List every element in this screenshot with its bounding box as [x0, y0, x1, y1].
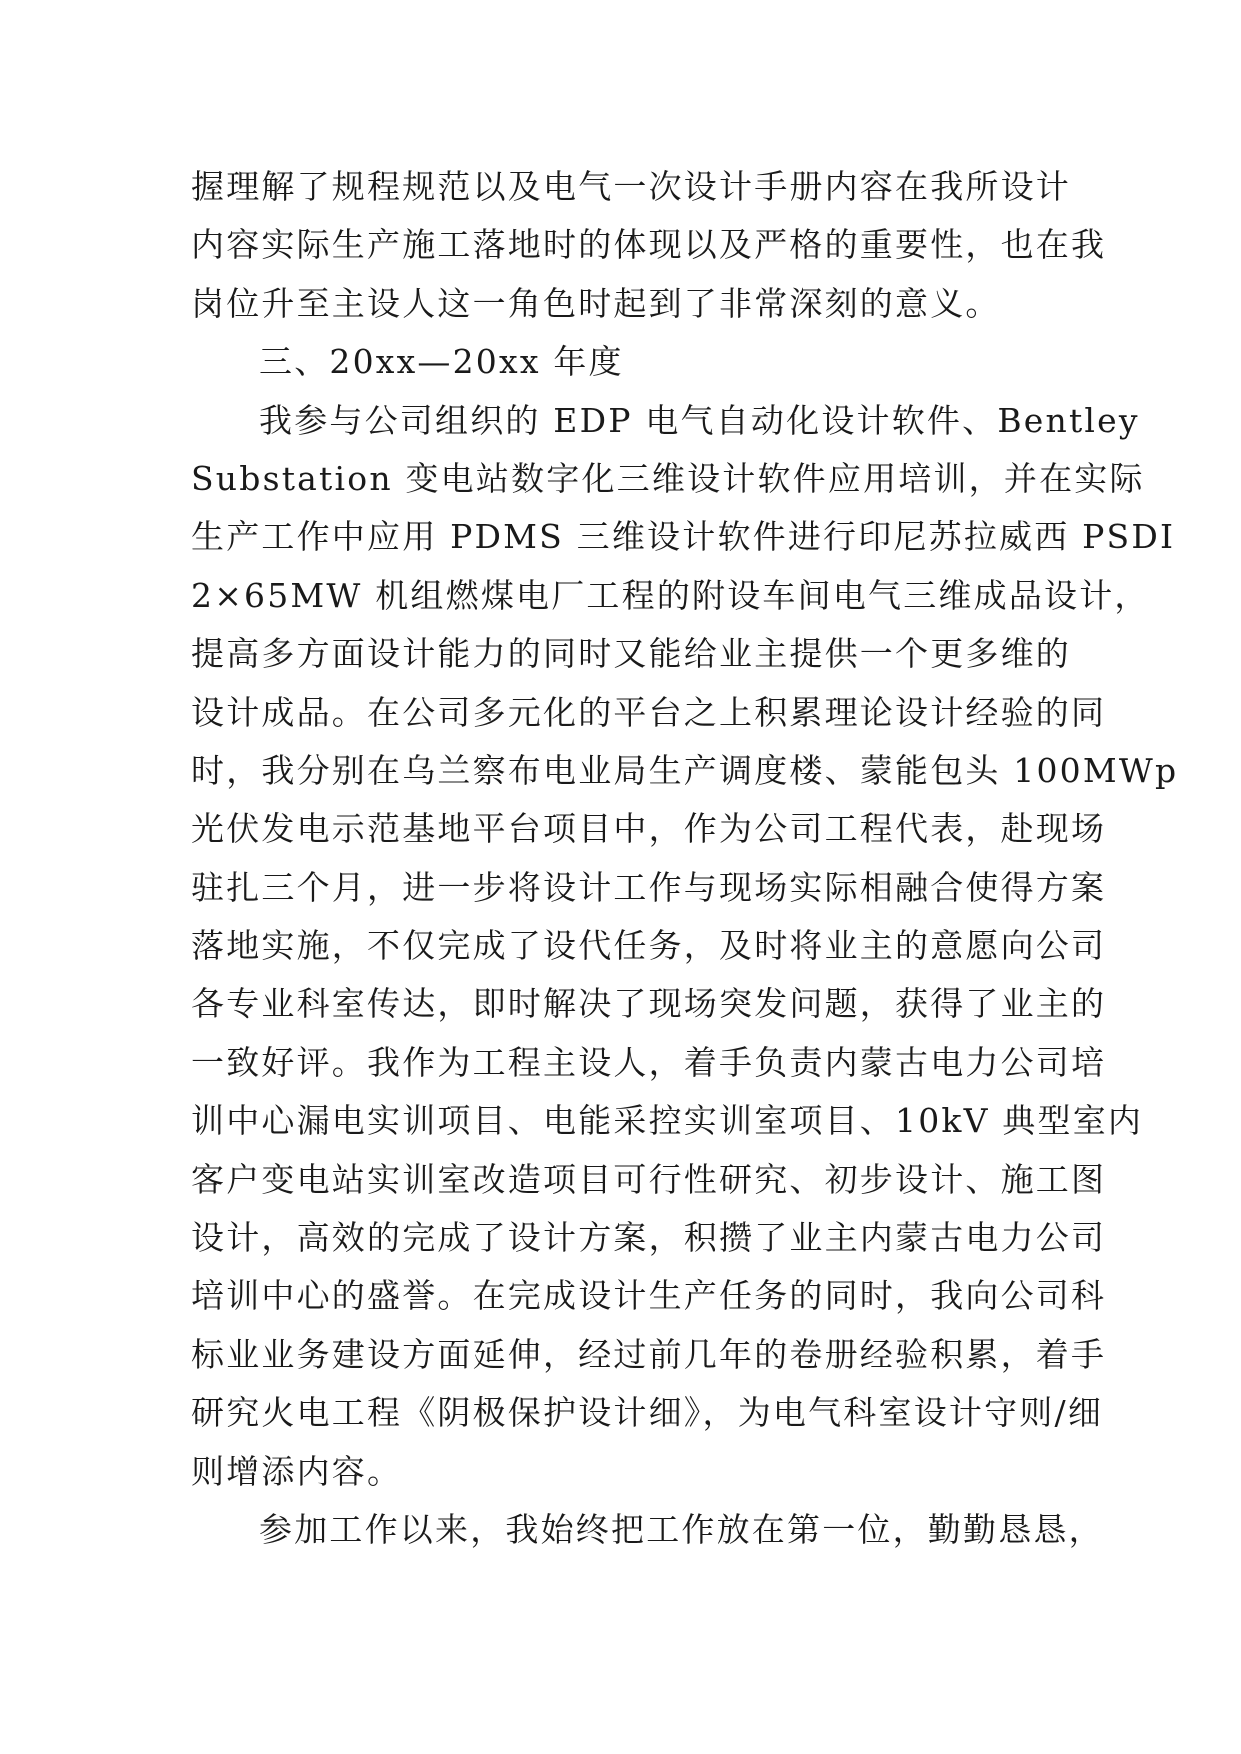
text-line: 时，我分别在乌兰察布电业局生产调度楼、蒙能包头 100MWp — [191, 750, 1179, 790]
text-line: 内容实际生产施工落地时的体现以及严格的重要性，也在我 — [191, 225, 1107, 265]
text-line: 2×65MW 机组燃煤电厂工程的附设车间电气三维成品设计， — [191, 575, 1150, 615]
text-line: 设计成品。在公司多元化的平台之上积累理论设计经验的同 — [191, 692, 1107, 732]
text-line: 光伏发电示范基地平台项目中，作为公司工程代表，赴现场 — [191, 809, 1107, 849]
text-line: 岗位升至主设人这一角色时起到了非常深刻的意义。 — [191, 283, 1001, 323]
text-line: 设计，高效的完成了设计方案，积攒了业主内蒙古电力公司 — [191, 1218, 1107, 1258]
text-line: 标业业务建设方面延伸，经过前几年的卷册经验积累，着手 — [191, 1334, 1107, 1374]
text-line: 三、20xx—20xx 年度 — [259, 342, 624, 382]
text-line: 培训中心的盛誉。在完成设计生产任务的同时，我向公司科 — [191, 1276, 1107, 1316]
text-line: 参加工作以来，我始终把工作放在第一位，勤勤恳恳， — [259, 1509, 1104, 1549]
text-line: 提高多方面设计能力的同时又能给业主提供一个更多维的 — [191, 634, 1071, 674]
text-line: 落地实施，不仅完成了设代任务，及时将业主的意愿向公司 — [191, 926, 1107, 966]
text-line: 我参与公司组织的 EDP 电气自动化设计软件、Bentley — [259, 400, 1140, 440]
text-line: 客户变电站实训室改造项目可行性研究、初步设计、施工图 — [191, 1159, 1107, 1199]
text-line: 驻扎三个月，进一步将设计工作与现场实际相融合使得方案 — [191, 867, 1107, 907]
text-line: 训中心漏电实训项目、电能采控实训室项目、10kV 典型室内 — [191, 1101, 1144, 1141]
text-line: 生产工作中应用 PDMS 三维设计软件进行印尼苏拉威西 PSDI — [191, 517, 1176, 557]
text-line: 研究火电工程《阴极保护设计细》，为电气科室设计守则/细 — [191, 1393, 1104, 1433]
body-text — [191, 158, 1179, 1559]
text-line: Substation 变电站数字化三维设计软件应用培训，并在实际 — [191, 458, 1145, 498]
text-line: 一致好评。我作为工程主设人，着手负责内蒙古电力公司培 — [191, 1042, 1107, 1082]
text-line: 握理解了规程规范以及电气一次设计手册内容在我所设计 — [191, 167, 1071, 206]
text-line: 各专业科室传达，即时解决了现场突发问题，获得了业主的 — [191, 984, 1107, 1024]
text-line: 则增添内容。 — [191, 1451, 403, 1491]
